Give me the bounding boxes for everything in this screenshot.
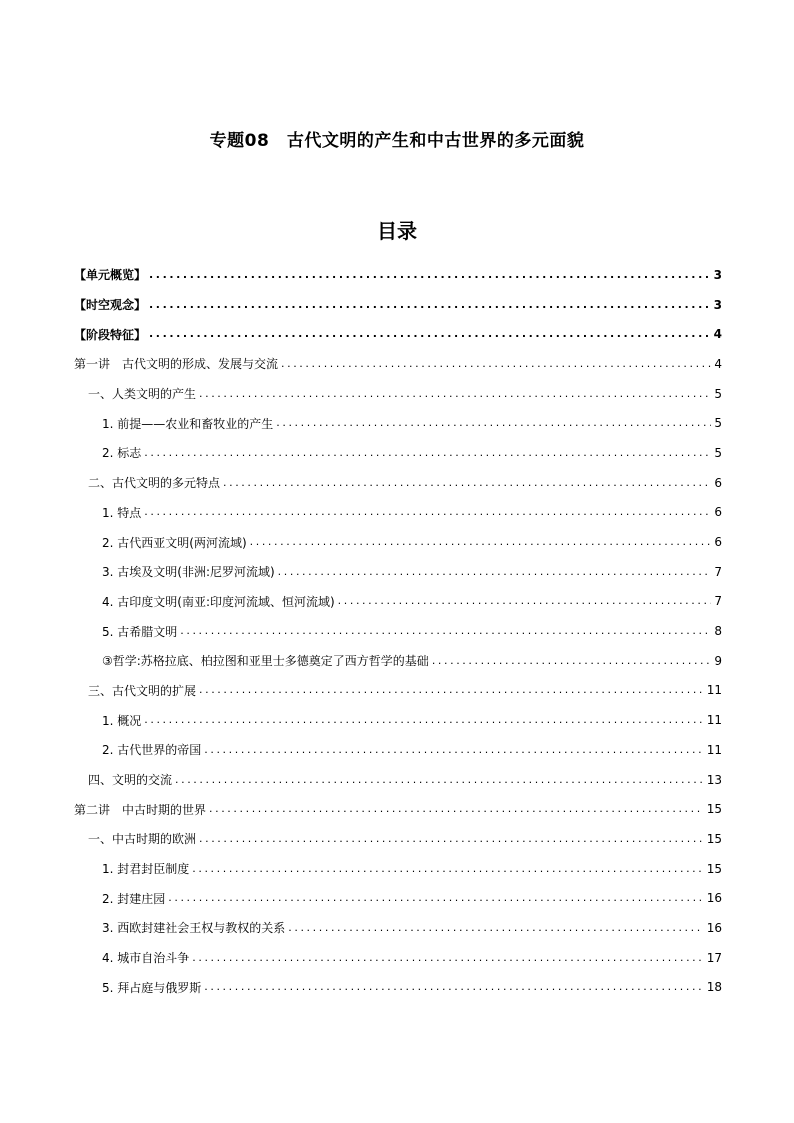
toc-entry-label: 1. 封君封臣制度 [102, 860, 192, 877]
toc-entry-label: 第二讲 中古时期的世界 [74, 801, 209, 818]
toc-entry-label: 【单元概览】 [74, 266, 149, 283]
toc-entry-page-number: 11 [706, 742, 722, 757]
toc-entry[interactable] [74, 616, 722, 646]
toc-entry-page-number: 3 [713, 297, 722, 312]
toc-entry-page-number: 5 [714, 386, 722, 401]
toc-dot-leader [149, 327, 711, 341]
toc-dot-leader [250, 535, 711, 549]
toc-entry-label: 一、中古时期的欧洲 [88, 830, 199, 847]
toc-dot-leader [338, 594, 711, 608]
toc-entry[interactable] [74, 379, 722, 409]
toc-entry-page-number: 7 [714, 564, 722, 579]
toc-dot-leader [175, 773, 704, 787]
toc-dot-leader [144, 505, 711, 519]
toc-entry[interactable] [74, 319, 722, 349]
toc-entry-page-number: 17 [706, 950, 722, 965]
toc-dot-leader [278, 565, 711, 579]
toc-entry[interactable] [74, 735, 722, 765]
toc-entry[interactable] [74, 676, 722, 706]
toc-dot-leader [149, 298, 711, 312]
toc-entry[interactable] [74, 705, 722, 735]
toc-entry[interactable] [74, 408, 722, 438]
toc-entry-label: ③哲学:苏格拉底、柏拉图和亚里士多德奠定了西方哲学的基础 [102, 652, 432, 669]
toc-entry-page-number: 15 [706, 831, 722, 846]
toc-entry[interactable] [74, 349, 722, 379]
toc-entry-page-number: 15 [706, 861, 722, 876]
toc-entry-page-number: 9 [714, 653, 722, 668]
toc-entry[interactable] [74, 527, 722, 557]
toc-entry[interactable] [74, 973, 722, 1003]
toc-entry-label: 2. 标志 [102, 444, 144, 461]
toc-dot-leader [144, 446, 711, 460]
toc-entry-label: 一、人类文明的产生 [88, 385, 199, 402]
toc-dot-leader [432, 654, 711, 668]
toc-entry-label: 【时空观念】 [74, 296, 149, 313]
toc-entry[interactable] [74, 557, 722, 587]
toc-entry-label: 1. 前提——农业和畜牧业的产生 [102, 415, 276, 432]
toc-entry[interactable] [74, 765, 722, 795]
toc-entry-page-number: 3 [713, 267, 722, 282]
toc-entry-label: 1. 概况 [102, 712, 144, 729]
toc-entry-label: 4. 城市自治斗争 [102, 949, 192, 966]
toc-entry-page-number: 15 [706, 802, 722, 817]
toc-dot-leader [223, 476, 711, 490]
toc-entry-page-number: 4 [714, 356, 722, 371]
toc-entry-label: 4. 古印度文明(南亚:印度河流域、恒河流域) [102, 593, 338, 610]
toc-entry-page-number: 4 [713, 327, 722, 342]
toc-entry-label: 1. 特点 [102, 504, 144, 521]
toc-dot-leader [276, 416, 711, 430]
toc-entry-label: 2. 古代西亚文明(两河流域) [102, 534, 250, 551]
toc-dot-leader [180, 624, 711, 638]
toc-entry-page-number: 5 [714, 416, 722, 431]
toc-dot-leader [144, 713, 703, 727]
toc-entry[interactable] [74, 824, 722, 854]
toc-entry-label: 2. 封建庄园 [102, 890, 168, 907]
toc-entry-page-number: 6 [714, 505, 722, 520]
toc-entry-label: 5. 拜占庭与俄罗斯 [102, 979, 204, 996]
toc-dot-leader [288, 921, 703, 935]
toc-entry-page-number: 7 [714, 594, 722, 609]
toc-entry-label: 四、文明的交流 [88, 771, 175, 788]
toc-dot-leader [209, 802, 704, 816]
toc-entry-page-number: 11 [706, 683, 722, 698]
toc-entry-page-number: 6 [714, 535, 722, 550]
toc-entry[interactable] [74, 438, 722, 468]
toc-entry[interactable] [74, 794, 722, 824]
toc-dot-leader [149, 268, 711, 282]
document-title: 专题08 古代文明的产生和中古世界的多元面貌 [209, 131, 585, 151]
toc-dot-leader [204, 743, 703, 757]
toc-entry[interactable] [74, 290, 722, 320]
toc-entry-label: 【阶段特征】 [74, 326, 149, 343]
toc-dot-leader [204, 980, 703, 994]
toc-entry[interactable] [74, 883, 722, 913]
toc-entry-label: 三、古代文明的扩展 [88, 682, 199, 699]
toc-dot-leader [199, 832, 704, 846]
toc-entry[interactable] [74, 943, 722, 973]
toc-entry[interactable] [74, 468, 722, 498]
toc-entry-label: 3. 西欧封建社会王权与教权的关系 [102, 919, 288, 936]
toc-dot-leader [199, 387, 711, 401]
toc-entry-label: 2. 古代世界的帝国 [102, 741, 204, 758]
toc-entry-page-number: 8 [714, 624, 722, 639]
toc-dot-leader [192, 951, 703, 965]
toc-dot-leader [281, 357, 711, 371]
toc-entry-label: 3. 古埃及文明(非洲:尼罗河流域) [102, 563, 278, 580]
toc-entry-page-number: 5 [714, 445, 722, 460]
toc-entry-label: 第一讲 古代文明的形成、发展与交流 [74, 355, 281, 372]
toc-entry[interactable] [74, 646, 722, 676]
toc-entry[interactable] [74, 913, 722, 943]
toc-entry-page-number: 16 [706, 891, 722, 906]
toc-dot-leader [168, 891, 703, 905]
toc-dot-leader [199, 683, 704, 697]
toc-entry-page-number: 6 [714, 475, 722, 490]
toc-entry-page-number: 18 [706, 980, 722, 995]
toc-entry[interactable] [74, 854, 722, 884]
toc-heading: 目录 [377, 219, 417, 243]
toc-entry-page-number: 16 [706, 920, 722, 935]
toc-entry[interactable] [74, 498, 722, 528]
toc-entry-page-number: 11 [706, 713, 722, 728]
table-of-contents [74, 260, 722, 1002]
toc-entry[interactable] [74, 587, 722, 617]
toc-entry-label: 二、古代文明的多元特点 [88, 474, 223, 491]
toc-entry[interactable] [74, 260, 722, 290]
toc-entry-page-number: 13 [706, 772, 722, 787]
toc-dot-leader [192, 862, 703, 876]
toc-entry-label: 5. 古希腊文明 [102, 623, 180, 640]
